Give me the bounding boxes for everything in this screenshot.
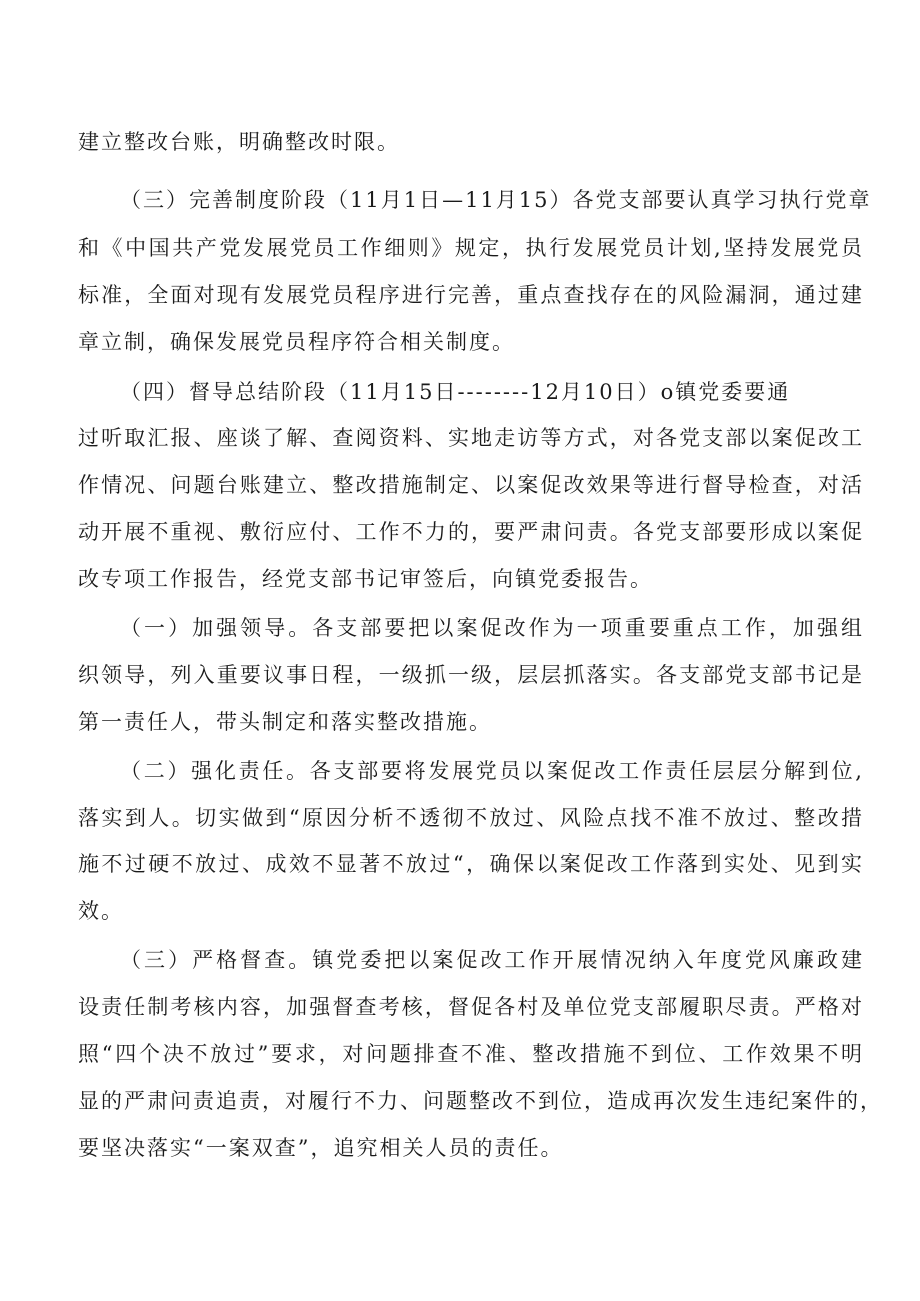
text-line: 设责任制考核内容，加强督查考核，督促各村及单位党支部履职尽责。严格对: [78, 995, 864, 1019]
text-line: 作情况、问题台账建立、整改措施制定、以案促改效果等进行督导检查，对活: [78, 473, 864, 497]
text-line: 施不过硬不放过、成效不显著不放过“，确保以案促改工作落到实处、见到实: [78, 852, 864, 876]
text-line: 过听取汇报、座谈了解、查阅资料、实地走访等方式，对各党支部以案促改工: [78, 426, 864, 450]
text-line: 照“四个决不放过”要求，对问题排查不准、整改措施不到位、工作效果不明: [78, 1042, 864, 1066]
text-line: 显的严肃问责追责，对履行不力、问题整改不到位，造成再次发生违纪案件的，: [78, 1089, 883, 1113]
text-line: 标准，全面对现有发展党员程序进行完善，重点查找存在的风险漏洞，通过建: [78, 283, 864, 307]
text-line: 和《中国共产党发展党员工作细则》规定，执行发展党员计划,坚持发展党员: [78, 236, 864, 260]
text-line: 要坚决落实“一案双查”，追究相关人员的责任。: [78, 1136, 564, 1160]
text-line: 织领导，列入重要议事日程，一级抓一级，层层抓落实。各支部党支部书记是: [78, 663, 864, 687]
text-line: 落实到人。切实做到“原因分析不透彻不放过、风险点找不准不放过、整改措: [78, 806, 864, 830]
text-line: （三）完善制度阶段（11月1日—11月15）各党支部要认真学习执行党章: [120, 188, 872, 212]
text-line: （四）督导总结阶段（11月15日--------12月10日）o镇党委要通: [120, 380, 791, 404]
text-line: 第一责任人，带头制定和落实整改措施。: [78, 710, 492, 734]
text-line: （一）加强领导。各支部要把以案促改作为一项重要重点工作，加强组: [120, 616, 864, 640]
text-line: 效。: [78, 899, 124, 923]
text-line: （三）严格督查。镇党委把以案促改工作开展情况纳入年度党风廉政建: [120, 948, 864, 972]
text-line: 动开展不重视、敷衍应付、工作不力的，要严肃问责。各党支部要形成以案促: [78, 520, 864, 544]
text-line: 建立整改台账，明确整改时限。: [78, 130, 400, 154]
text-line: （二）强化责任。各支部要将发展党员以案促改工作责任层层分解到位,: [120, 759, 864, 783]
text-line: 改专项工作报告，经党支部书记审签后，向镇党委报告。: [78, 567, 653, 591]
text-line: 章立制，确保发展党员程序符合相关制度。: [78, 330, 515, 354]
